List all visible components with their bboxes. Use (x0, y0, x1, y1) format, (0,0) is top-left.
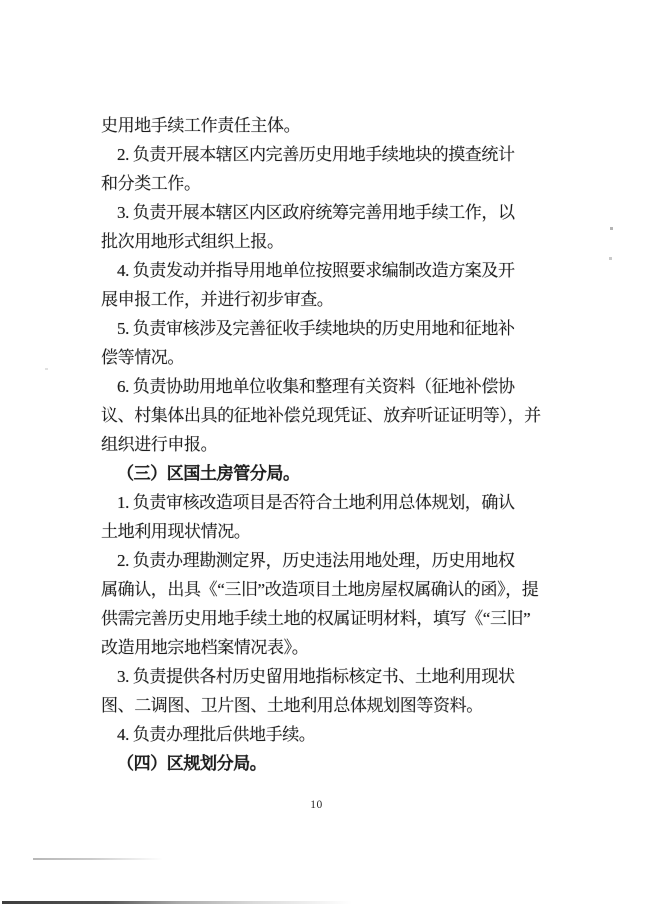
document-text-block (101, 111, 573, 778)
text-line: 1. 负责审核改造项目是否符合土地利用总体规划，确认 (117, 493, 515, 512)
scan-artifact-bottom-streak (2, 901, 352, 904)
text-line: 2. 负责开展本辖区内完善历史用地手续地块的摸查统计 (117, 145, 515, 164)
section-heading: （三）区国土房管分局。 (117, 464, 300, 483)
text-line: 2. 负责办理勘测定界，历史违法用地处理，历史用地权 (117, 551, 515, 570)
section-heading: （四）区规划分局。 (117, 754, 267, 773)
text-line: 属确认，出具《“三旧”改造项目土地房屋权属确认的函》，提 (101, 580, 539, 599)
scan-artifact-speck (610, 227, 613, 230)
text-line: 6. 负责协助用地单位收集和整理有关资料（征地补偿协 (117, 377, 515, 396)
text-line: 史用地手续工作责任主体。 (101, 116, 301, 135)
text-line: 图、二调图、卫片图、土地利用总体规划图等资料。 (101, 696, 483, 715)
text-line: 供需完善历史用地手续土地的权属证明材料，填写《“三旧” (101, 609, 531, 628)
text-line: 和分类工作。 (101, 174, 201, 193)
text-line: 4. 负责办理批后供地手续。 (117, 725, 316, 744)
text-line: 3. 负责提供各村历史留用地指标核定书、土地利用现状 (117, 667, 515, 686)
text-line: 5. 负责审核涉及完善征收手续地块的历史用地和征地补 (117, 319, 515, 338)
text-line: 3. 负责开展本辖区内区政府统筹完善用地手续工作，以 (117, 203, 515, 222)
text-line: 改造用地宗地档案情况表》。 (101, 638, 309, 657)
text-line: 偿等情况。 (101, 348, 184, 367)
text-line: 议、村集体出具的征地补偿兑现凭证、放弃听证证明等），并 (101, 406, 541, 425)
text-line: 批次用地形式组织上报。 (101, 232, 284, 251)
text-line: 展申报工作，并进行初步审查。 (101, 290, 334, 309)
scan-artifact-speck (45, 368, 48, 370)
page-number: 10 (310, 799, 323, 811)
scan-artifact-speck (609, 257, 612, 260)
scan-artifact-smudge (33, 858, 163, 860)
text-line: 4. 负责发动并指导用地单位按照要求编制改造方案及开 (117, 261, 515, 280)
text-line: 组织进行申报。 (101, 435, 218, 454)
text-line: 土地利用现状情况。 (101, 522, 251, 541)
